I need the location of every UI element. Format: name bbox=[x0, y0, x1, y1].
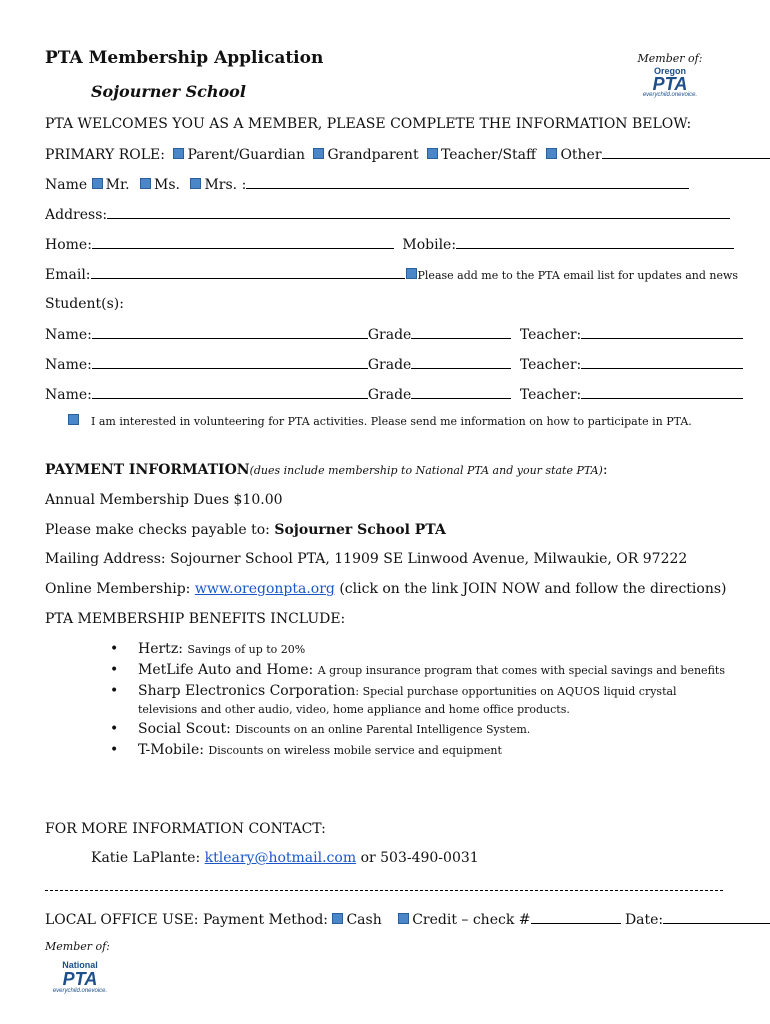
payable-prefix: Please make checks payable to: bbox=[45, 522, 270, 538]
benefits-heading: PTA MEMBERSHIP BENEFITS INCLUDE: bbox=[45, 611, 346, 627]
student-teacher-field[interactable] bbox=[581, 355, 743, 369]
bullet: • bbox=[110, 641, 119, 657]
page-title: PTA Membership Application bbox=[45, 48, 324, 68]
email-row bbox=[45, 265, 738, 285]
benefit-desc: Discounts on an online Parental Intelligence System. bbox=[235, 723, 531, 736]
student-name-label: Name: bbox=[45, 357, 92, 373]
primary-role-label: PRIMARY ROLE: bbox=[45, 147, 165, 163]
address-field[interactable] bbox=[107, 205, 730, 219]
payment-heading: PAYMENT INFORMATION bbox=[45, 462, 250, 478]
contact-phone: or 503-490-0031 bbox=[360, 850, 479, 866]
volunteer-row bbox=[68, 414, 692, 428]
student-teacher-field[interactable] bbox=[581, 385, 743, 399]
bullet: • bbox=[110, 721, 119, 737]
cash-checkbox[interactable] bbox=[332, 913, 343, 924]
contact-heading: FOR MORE INFORMATION CONTACT: bbox=[45, 821, 326, 837]
student-name-label: Name: bbox=[45, 327, 92, 343]
role-parent-label: Parent/Guardian bbox=[187, 147, 305, 163]
online-suffix: (click on the link JOIN NOW and follow the directions) bbox=[339, 581, 727, 597]
student-grade-label: Grade bbox=[367, 387, 412, 403]
list-item bbox=[110, 661, 730, 680]
student-row bbox=[45, 355, 743, 374]
benefits-list bbox=[110, 640, 730, 760]
student-grade-field[interactable] bbox=[411, 325, 511, 339]
cash-label: Cash bbox=[346, 912, 382, 928]
student-row bbox=[45, 325, 743, 344]
credit-label: Credit – check # bbox=[412, 912, 531, 928]
dues-text: Annual Membership Dues $10.00 bbox=[45, 492, 283, 508]
benefit-desc: Savings of up to 20% bbox=[187, 643, 306, 656]
email-label: Email: bbox=[45, 267, 91, 283]
mobile-phone-field[interactable] bbox=[456, 235, 734, 249]
logo-pta-text: PTA bbox=[652, 74, 688, 94]
students-label: Student(s): bbox=[45, 296, 124, 312]
benefit-desc: : Special purchase opportunities on AQUOS liquid crystal televisions and other audio, video, home appliance and home office products. bbox=[138, 685, 677, 716]
phone-row bbox=[45, 235, 734, 254]
payment-note: (dues include membership to National PTA and your state PTA) bbox=[249, 464, 603, 477]
date-label: Date: bbox=[624, 912, 664, 928]
list-item bbox=[110, 720, 730, 739]
role-teacher-checkbox[interactable] bbox=[427, 148, 438, 159]
benefit-desc: A group insurance program that comes with special savings and benefits bbox=[317, 664, 725, 677]
role-other-checkbox[interactable] bbox=[546, 148, 557, 159]
email-list-checkbox[interactable] bbox=[406, 268, 417, 279]
list-item bbox=[110, 682, 730, 718]
office-row bbox=[45, 910, 770, 929]
name-label: Name bbox=[45, 177, 88, 193]
mailing-address: Mailing Address: Sojourner School PTA, 11909 SE Linwood Avenue, Milwaukie, OR 97222 bbox=[45, 551, 688, 567]
footer-member-of: Member of: bbox=[45, 940, 110, 953]
benefit-name: Hertz: bbox=[138, 641, 183, 657]
student-teacher-label: Teacher: bbox=[519, 387, 582, 403]
contact-email-link[interactable]: ktleary@hotmail.com bbox=[204, 850, 357, 866]
school-name: Sojourner School bbox=[91, 82, 246, 101]
student-grade-label: Grade bbox=[367, 327, 412, 343]
student-grade-field[interactable] bbox=[411, 355, 511, 369]
role-other-field[interactable] bbox=[602, 145, 770, 159]
logo-oregon-text: Oregon bbox=[653, 66, 686, 76]
student-name-field[interactable] bbox=[92, 355, 368, 369]
benefit-name: T-Mobile: bbox=[138, 742, 204, 758]
mr-label: Mr. bbox=[105, 177, 130, 193]
payable-row bbox=[45, 521, 446, 539]
student-name-field[interactable] bbox=[92, 385, 368, 399]
contact-row bbox=[91, 850, 479, 866]
online-row bbox=[45, 580, 726, 598]
list-item bbox=[110, 741, 730, 760]
contact-name: Katie LaPlante: bbox=[91, 850, 201, 866]
mobile-label: Mobile: bbox=[402, 237, 457, 253]
national-pta-logo bbox=[52, 960, 108, 994]
student-teacher-field[interactable] bbox=[581, 325, 743, 339]
national-logo-main: PTA bbox=[62, 969, 98, 989]
ms-label: Ms. bbox=[154, 177, 181, 193]
credit-checkbox[interactable] bbox=[398, 913, 409, 924]
student-grade-field[interactable] bbox=[411, 385, 511, 399]
role-teacher-label: Teacher/Staff bbox=[441, 147, 536, 163]
volunteer-label: I am interested in volunteering for PTA activities. Please send me information on how to participate in PTA. bbox=[91, 415, 692, 428]
role-grandparent-label: Grandparent bbox=[327, 147, 419, 163]
office-label: LOCAL OFFICE USE: Payment Method: bbox=[45, 912, 329, 928]
member-of-label: Member of: bbox=[637, 52, 703, 65]
national-logo-top: National bbox=[62, 960, 98, 970]
name-field[interactable] bbox=[246, 175, 689, 189]
role-other-label: Other bbox=[560, 147, 602, 163]
student-name-field[interactable] bbox=[92, 325, 368, 339]
mrs-checkbox[interactable] bbox=[190, 178, 201, 189]
address-label: Address: bbox=[45, 207, 108, 223]
primary-role-row bbox=[45, 145, 770, 164]
email-field[interactable] bbox=[91, 265, 405, 279]
student-teacher-label: Teacher: bbox=[519, 327, 582, 343]
list-item bbox=[110, 640, 730, 659]
benefit-name: Sharp Electronics Corporation bbox=[138, 683, 356, 699]
date-field[interactable] bbox=[663, 910, 770, 924]
oregonpta-link[interactable]: www.oregonpta.org bbox=[194, 581, 335, 597]
check-number-field[interactable] bbox=[531, 910, 621, 924]
payment-colon: : bbox=[602, 462, 608, 478]
student-name-label: Name: bbox=[45, 387, 92, 403]
payable-name: Sojourner School PTA bbox=[274, 522, 446, 538]
volunteer-checkbox[interactable] bbox=[68, 414, 79, 425]
mrs-label: Mrs. : bbox=[204, 177, 247, 193]
home-label: Home: bbox=[45, 237, 92, 253]
bullet: • bbox=[110, 683, 119, 699]
benefit-desc: Discounts on wireless mobile service and equipment bbox=[208, 744, 502, 757]
oregon-pta-logo bbox=[630, 52, 710, 107]
role-grandparent-checkbox[interactable] bbox=[313, 148, 324, 159]
mr-checkbox[interactable] bbox=[92, 178, 103, 189]
student-grade-label: Grade bbox=[367, 357, 412, 373]
benefit-name: Social Scout: bbox=[138, 721, 231, 737]
welcome-text: PTA WELCOMES YOU AS A MEMBER, PLEASE COMPLETE THE INFORMATION BELOW: bbox=[45, 116, 692, 132]
logo-tagline: everychild.onevoice. bbox=[642, 92, 698, 98]
home-phone-field[interactable] bbox=[92, 235, 394, 249]
cut-line bbox=[45, 890, 723, 891]
bullet: • bbox=[110, 742, 119, 758]
benefit-name: MetLife Auto and Home: bbox=[138, 662, 314, 678]
role-parent-checkbox[interactable] bbox=[173, 148, 184, 159]
student-row bbox=[45, 385, 743, 404]
address-row bbox=[45, 205, 730, 224]
name-row bbox=[45, 175, 689, 194]
email-list-label: Please add me to the PTA email list for updates and news bbox=[417, 269, 739, 282]
student-teacher-label: Teacher: bbox=[519, 357, 582, 373]
bullet: • bbox=[110, 662, 119, 678]
national-logo-tagline: everychild.onevoice. bbox=[52, 988, 108, 994]
payment-heading-row bbox=[45, 461, 608, 480]
online-prefix: Online Membership: bbox=[45, 581, 191, 597]
ms-checkbox[interactable] bbox=[140, 178, 151, 189]
